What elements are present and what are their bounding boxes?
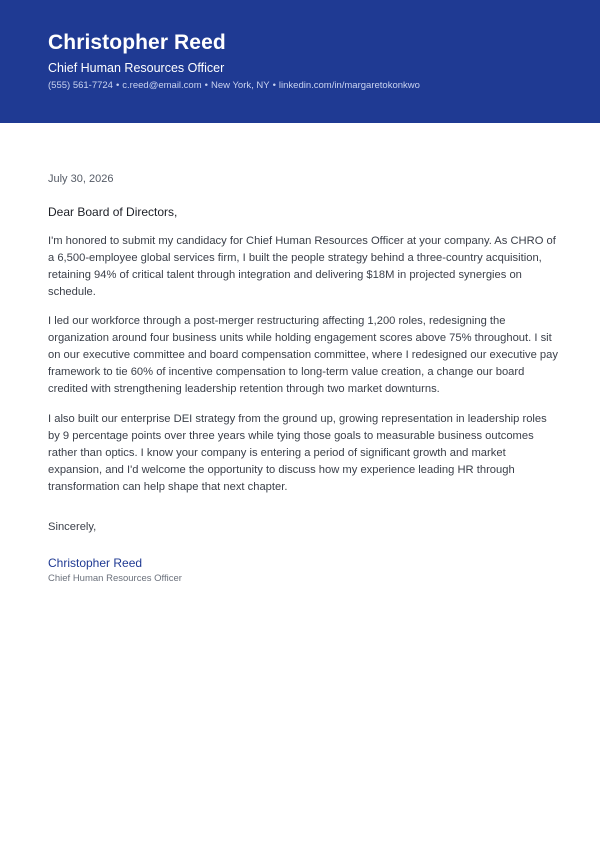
contact-linkedin: linkedin.com/in/margaretokonkwo bbox=[278, 80, 420, 91]
contact-line bbox=[48, 80, 420, 91]
signature-title: Chief Human Resources Officer bbox=[48, 573, 182, 584]
body-paragraph-2: I led our workforce through a post-merger restructuring affecting 1,200 roles, redesigning the organization around four business units while holding engagement scores above 75% throughout. I sit on our executive committee and board compensation committee, where I redesigned our executive pay framework to tie 60% of incentive compensation to long-term value creation, a change our board credited with strengthening leadership retention through two market downturns. bbox=[48, 315, 558, 395]
contact-separator: • bbox=[115, 80, 120, 91]
contact-email: c.reed@email.com bbox=[122, 80, 202, 91]
sender-name: Christopher Reed bbox=[48, 31, 226, 54]
salutation: Dear Board of Directors, bbox=[48, 205, 178, 219]
letter-date: July 30, 2026 bbox=[48, 173, 114, 185]
letterhead-banner bbox=[0, 0, 600, 123]
contact-location: New York, NY bbox=[210, 80, 270, 91]
contact-separator: • bbox=[204, 80, 208, 91]
body-paragraph-3: I also built our enterprise DEI strategy from the ground up, growing representation in leadership roles by 9 percentage points over three years while tying those goals to measurable business outcomes rather than optics. I know your company is entering a period of significant growth and market expansion, and I'd welcome the opportunity to discuss how my experience leading HR through transformation can help shape that next chapter. bbox=[48, 413, 547, 493]
contact-separator: • bbox=[272, 80, 276, 91]
body-paragraph-1: I'm honored to submit my candidacy for Chief Human Resources Officer at your company. As CHRO of a 6,500-employee global services firm, I built the people strategy behind a three-country acquisition, retaining 94% of critical talent through integration and delivering $18M in projected synergies on schedule. bbox=[48, 235, 556, 298]
contact-phone: (555) 561-7724 bbox=[48, 80, 113, 91]
signature-name: Christopher Reed bbox=[48, 556, 143, 570]
sender-title: Chief Human Resources Officer bbox=[48, 61, 225, 75]
closing: Sincerely, bbox=[48, 521, 97, 533]
